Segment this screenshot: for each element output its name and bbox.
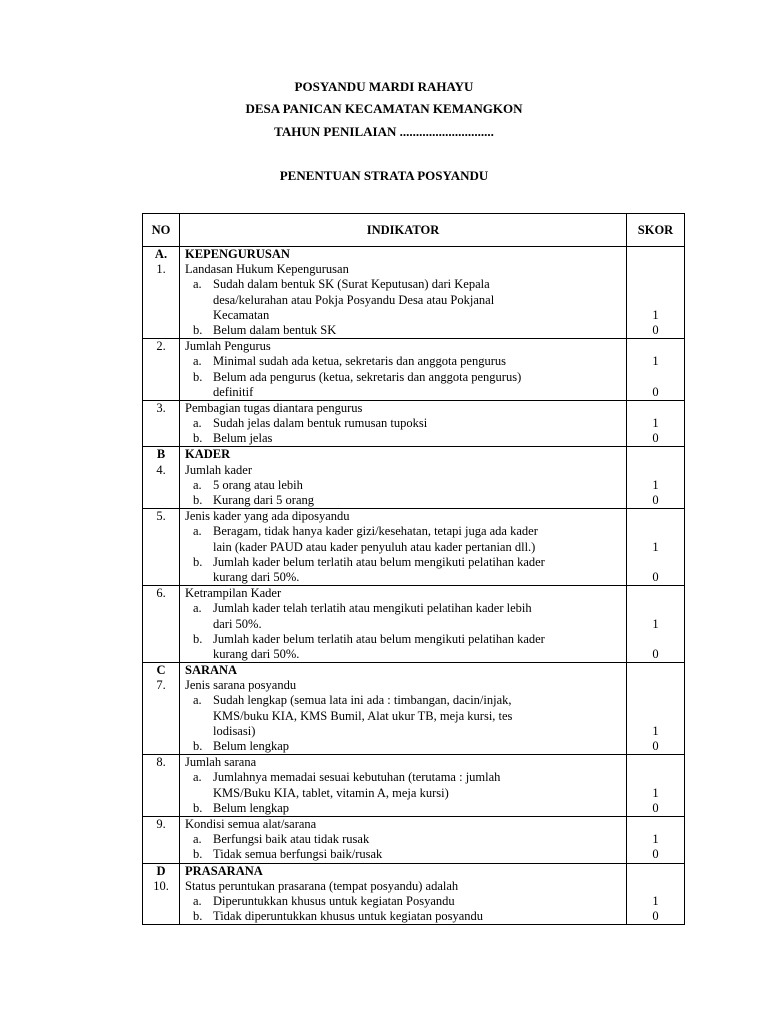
score-cell — [627, 816, 685, 863]
indicator-option — [185, 832, 622, 847]
option-text-line: Jumlah kader belum terlatih atau belum mengikuti pelatihan kader — [213, 631, 545, 646]
score-value: 1 — [652, 539, 659, 554]
option-marker: a. — [193, 832, 202, 847]
indicator-cell — [180, 586, 627, 663]
section-title: KADER — [185, 447, 231, 462]
option-text-line: KMS/buku KIA, KMS Bumil, Alat ukur TB, meja kursi, tes — [213, 708, 513, 723]
option-text-line: Diperuntukkan khusus untuk kegiatan Posyandu — [213, 893, 455, 908]
option-text-line: kurang dari 50%. — [213, 569, 300, 584]
indicator-option — [185, 909, 622, 924]
indicator-number: 5. — [156, 509, 166, 524]
row-number-cell — [143, 755, 180, 817]
score-value: 1 — [652, 832, 659, 847]
indicator-cell — [180, 755, 627, 817]
indicator-option — [185, 632, 622, 662]
option-text-line: Kecamatan — [213, 307, 270, 322]
column-header-skor: SKOR — [627, 214, 685, 247]
score-cell — [627, 339, 685, 401]
indicator-number: 1. — [156, 262, 166, 277]
table-body — [143, 247, 685, 925]
row-number-cell — [143, 447, 180, 509]
option-text-line: Jumlahnya memadai sesuai kebutuhan (terutama : jumlah — [213, 770, 501, 785]
option-text-line: Jumlah kader belum terlatih atau belum mengikuti pelatihan kader — [213, 554, 545, 569]
indicator-title: Pembagian tugas diantara pengurus — [185, 400, 363, 415]
table-row — [143, 400, 685, 447]
option-text-line: Tidak semua berfungsi baik/rusak — [213, 847, 383, 862]
section-number: C — [156, 663, 166, 678]
header-line-2: DESA PANICAN KECAMATAN KEMANGKON — [245, 101, 523, 116]
option-text-line: kurang dari 50%. — [213, 646, 300, 661]
row-number-cell — [143, 339, 180, 401]
score-value: 0 — [652, 739, 659, 753]
option-text-line: Tidak diperuntukkan khusus untuk kegiatan posyandu — [213, 909, 484, 924]
indicator-option — [185, 801, 622, 816]
option-text-line: 5 orang atau lebih — [213, 477, 303, 492]
score-value: 0 — [652, 646, 659, 661]
table-row — [143, 339, 685, 401]
option-marker: a. — [193, 601, 202, 616]
indicator-option — [185, 770, 622, 800]
score-cell — [627, 400, 685, 447]
option-text-line: Belum dalam bentuk SK — [213, 322, 337, 337]
option-text-line: KMS/Buku KIA, tablet, vitamin A, meja kursi) — [213, 785, 449, 800]
option-marker: a. — [193, 770, 202, 785]
option-text-line: Kurang dari 5 orang — [213, 493, 315, 507]
column-header-no: NO — [143, 214, 180, 247]
score-value: 1 — [652, 616, 659, 631]
score-cell — [627, 586, 685, 663]
option-text-line: Sudah lengkap (semua lata ini ada : timbangan, dacin/injak, — [213, 693, 512, 708]
option-text-line: Sudah dalam bentuk SK (Surat Keputusan) dari Kepala — [213, 277, 490, 292]
score-value: 0 — [652, 569, 659, 584]
table-row — [143, 816, 685, 863]
indicator-cell — [180, 447, 627, 509]
score-cell — [627, 663, 685, 755]
score-value: 1 — [652, 354, 659, 369]
indicator-option — [185, 739, 622, 754]
indicator-number: 10. — [153, 878, 169, 893]
score-value: 0 — [652, 493, 659, 507]
section-title: SARANA — [185, 663, 238, 678]
table-row — [143, 586, 685, 663]
option-marker: a. — [193, 693, 202, 708]
section-number: B — [156, 447, 166, 462]
score-cell — [627, 247, 685, 339]
indicator-option — [185, 354, 622, 369]
section-number: A. — [154, 247, 168, 261]
option-marker: b. — [193, 909, 203, 924]
document-title: PENENTUAN STRATA POSYANDU — [279, 168, 489, 183]
indicator-option — [185, 323, 622, 338]
score-cell — [627, 755, 685, 817]
indicator-title: Kondisi semua alat/sarana — [185, 816, 317, 831]
score-value: 0 — [652, 800, 659, 815]
option-text-line: Beragam, tidak hanya kader gizi/kesehatan, tetapi juga ada kader — [213, 524, 538, 539]
score-cell — [627, 863, 685, 925]
indicator-cell — [180, 247, 627, 339]
option-text-line: Jumlah kader telah terlatih atau mengikuti pelatihan kader lebih — [213, 601, 532, 616]
option-marker: b. — [193, 847, 203, 862]
row-number-cell — [143, 247, 180, 339]
indicator-option — [185, 431, 622, 446]
option-text-line: Sudah jelas dalam bentuk rumusan tupoksi — [213, 416, 428, 431]
option-marker: a. — [193, 354, 202, 369]
score-value: 0 — [652, 384, 659, 399]
indicator-option — [185, 370, 622, 400]
option-marker: b. — [193, 631, 203, 646]
strata-table — [142, 213, 685, 925]
header-line-1: POSYANDU MARDI RAHAYU — [294, 79, 474, 94]
row-number-cell — [143, 400, 180, 447]
indicator-option — [185, 416, 622, 431]
row-number-cell — [143, 863, 180, 925]
indicator-option — [185, 478, 622, 493]
score-value: 0 — [652, 431, 659, 446]
option-text-line: Belum lengkap — [213, 800, 290, 815]
indicator-number: 8. — [156, 755, 166, 770]
option-marker: b. — [193, 739, 203, 753]
indicator-title: Jenis kader yang ada diposyandu — [185, 509, 350, 524]
score-value: 1 — [652, 723, 659, 738]
option-text-line: desa/kelurahan atau Pokja Posyandu Desa atau Pokjanal — [213, 292, 495, 307]
indicator-title: Jumlah sarana — [185, 755, 257, 770]
indicator-option — [185, 493, 622, 508]
option-text-line: Berfungsi baik atau tidak rusak — [213, 832, 370, 847]
score-value: 1 — [652, 477, 659, 492]
option-text-line: Minimal sudah ada ketua, sekretaris dan anggota pengurus — [213, 354, 506, 369]
table-row — [143, 863, 685, 925]
indicator-title: Jenis sarana posyandu — [185, 678, 297, 693]
option-marker: b. — [193, 369, 203, 384]
option-marker: b. — [193, 800, 203, 815]
score-cell — [627, 509, 685, 586]
score-value: 1 — [652, 307, 659, 322]
option-marker: b. — [193, 493, 203, 507]
table-row — [143, 447, 685, 509]
header-line-3: TAHUN PENILAIAN ............................. — [274, 124, 494, 139]
option-text-line: definitif — [213, 384, 254, 399]
option-marker: b. — [193, 322, 203, 337]
option-marker: a. — [193, 416, 202, 431]
indicator-title: Ketrampilan Kader — [185, 586, 282, 601]
indicator-cell — [180, 816, 627, 863]
option-marker: a. — [193, 524, 202, 539]
option-marker: b. — [193, 431, 203, 446]
indicator-number: 9. — [156, 816, 166, 831]
score-cell — [627, 447, 685, 509]
section-number: D — [156, 863, 166, 878]
indicator-cell — [180, 663, 627, 755]
indicator-cell — [180, 863, 627, 925]
table-row — [143, 509, 685, 586]
option-text-line: lodisasi) — [213, 723, 256, 738]
option-marker: a. — [193, 893, 202, 908]
indicator-option — [185, 524, 622, 554]
indicator-cell — [180, 339, 627, 401]
score-value: 1 — [652, 416, 659, 431]
option-text-line: Belum ada pengurus (ketua, sekretaris dan anggota pengurus) — [213, 369, 522, 384]
indicator-title: Jumlah kader — [185, 462, 252, 477]
option-marker: a. — [193, 277, 202, 292]
option-marker: a. — [193, 477, 202, 492]
score-value: 1 — [652, 893, 659, 908]
option-marker: b. — [193, 554, 203, 569]
score-value: 0 — [652, 847, 659, 862]
indicator-option — [185, 277, 622, 323]
option-text-line: dari 50%. — [213, 616, 262, 631]
score-value: 1 — [652, 785, 659, 800]
option-text-line: lain (kader PAUD atau kader penyuluh atau kader pertanian dll.) — [213, 539, 536, 554]
section-title: PRASARANA — [185, 863, 263, 878]
table-row — [143, 247, 685, 339]
row-number-cell — [143, 509, 180, 586]
indicator-number: 6. — [156, 586, 166, 601]
indicator-number: 4. — [156, 462, 166, 477]
option-text-line: Belum lengkap — [213, 739, 290, 753]
indicator-number: 2. — [156, 339, 166, 354]
indicator-cell — [180, 509, 627, 586]
indicator-option — [185, 894, 622, 909]
score-value: 0 — [652, 909, 659, 924]
column-header-indikator: INDIKATOR — [180, 214, 627, 247]
section-title: KEPENGURUSAN — [185, 247, 290, 261]
indicator-title: Jumlah Pengurus — [185, 339, 271, 354]
indicator-option — [185, 693, 622, 739]
score-value: 0 — [652, 322, 659, 337]
row-number-cell — [143, 586, 180, 663]
option-text-line: Belum jelas — [213, 431, 273, 446]
indicator-option — [185, 601, 622, 631]
indicator-title: Status peruntukan prasarana (tempat posyandu) adalah — [185, 878, 459, 893]
indicator-option — [185, 847, 622, 862]
indicator-cell — [180, 400, 627, 447]
row-number-cell — [143, 663, 180, 755]
indicator-title: Landasan Hukum Kepengurusan — [185, 262, 349, 277]
row-number-cell — [143, 816, 180, 863]
table-header-row — [143, 214, 685, 247]
indicator-number: 3. — [156, 400, 166, 415]
indicator-option — [185, 555, 622, 585]
table-row — [143, 755, 685, 817]
indicator-number: 7. — [156, 678, 166, 693]
table-row — [143, 663, 685, 755]
